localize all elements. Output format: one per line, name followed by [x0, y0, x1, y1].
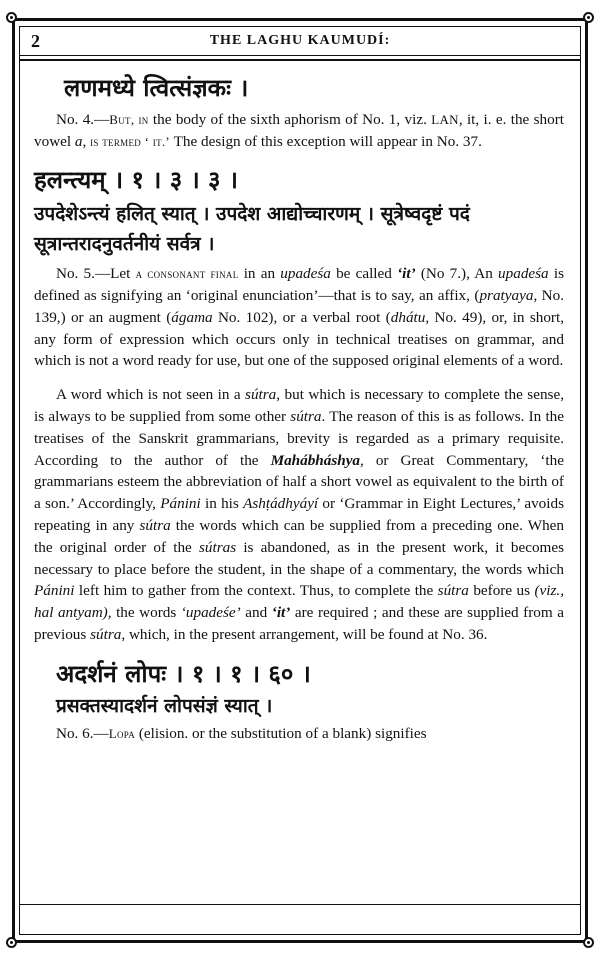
corner-ornament-icon — [6, 12, 17, 23]
paragraph-no5: No. 5.—Let a consonant final in an upadeśa be called ‘it’ (No 7.), An upadeśa is defined as signifying an ‘original enunciation’—that is to say, an affix, (pratyaya, No. 139,) or an augment (ágama No. 102), or a verbal root (dhátu, No. 49), or, in short, any form of expression which occurs only in technical treatises on grammar, and which is not a word ready for use, but one of the supposed original elements of a word. — [34, 265, 565, 370]
corner-ornament-icon — [6, 937, 17, 948]
page-header — [19, 26, 581, 56]
corner-ornament-icon — [583, 937, 594, 948]
page-body — [34, 72, 564, 745]
paragraph-no4: No. 4.—But, in the body of the sixth aphorism of No. 1, viz. LAN, it, i. e. the short vowel a, is termed ‘ it.’ The design of this exception will appear in No. 37. — [34, 110, 565, 150]
sutra-heading: हलन्त्यम् । १ । ३ । ३ । — [34, 166, 238, 195]
sutra-heading: लणमध्ये त्वित्संज्ञकः । — [64, 74, 249, 102]
corner-ornament-icon — [583, 12, 594, 23]
sanskrit-commentary: उपदेशेऽन्त्यं हलित् स्यात् । उपदेश आद्योच्चारणम् । सूत्रेष्वदृष्टं पदं सूत्रान्तरादनुवर्तनीयं सर्वत्र । — [34, 203, 470, 256]
footer-rule — [19, 904, 581, 905]
sanskrit-commentary: प्रसक्तस्यादर्शनं लोपसंज्ञं स्यात् । — [56, 694, 273, 717]
header-rule — [19, 59, 581, 61]
running-head: THE LAGHU KAUMUDÍ: — [209, 33, 391, 48]
page-number: 2 — [31, 31, 40, 51]
paragraph-no6: No. 6.—Lopa (elision. or the substitution of a blank) signifies — [56, 725, 427, 743]
sutra-heading: अदर्शनं लोपः । १ । १ । ६० । — [56, 659, 311, 688]
paragraph-supplying-words: A word which is not seen in a sútra, but which is necessary to complete the sense, is always to be supplied from some other sútra. The reason of this is as follows. In the treatises of the Sanskrit grammarians, brevity is regarded as a primary requisite. According to the author of the Mahábháshya, or Great Commentary, ‘the grammarians esteem the abbreviation of half a short vowel as equivalent to the birth of a son.’ Accordingly, Pánini in his Ashṭádhyáyí or ‘Grammar in Eight Lectures,’ avoids repeating in any sútra the words which can be supplied from a preceding one. When the original order of the sútras is abandoned, as in the present work, it becomes necessary to place before the student, in the shape of a commentary, the words which Pánini left him to gather from the context. Thus, to complete the sútra before us (viz., hal antyam), the words ‘upadeśe’ and ‘it’ are required ; and these are supplied from a previous sútra, which, in the present arrangement, will be found at No. 36. — [34, 386, 565, 643]
